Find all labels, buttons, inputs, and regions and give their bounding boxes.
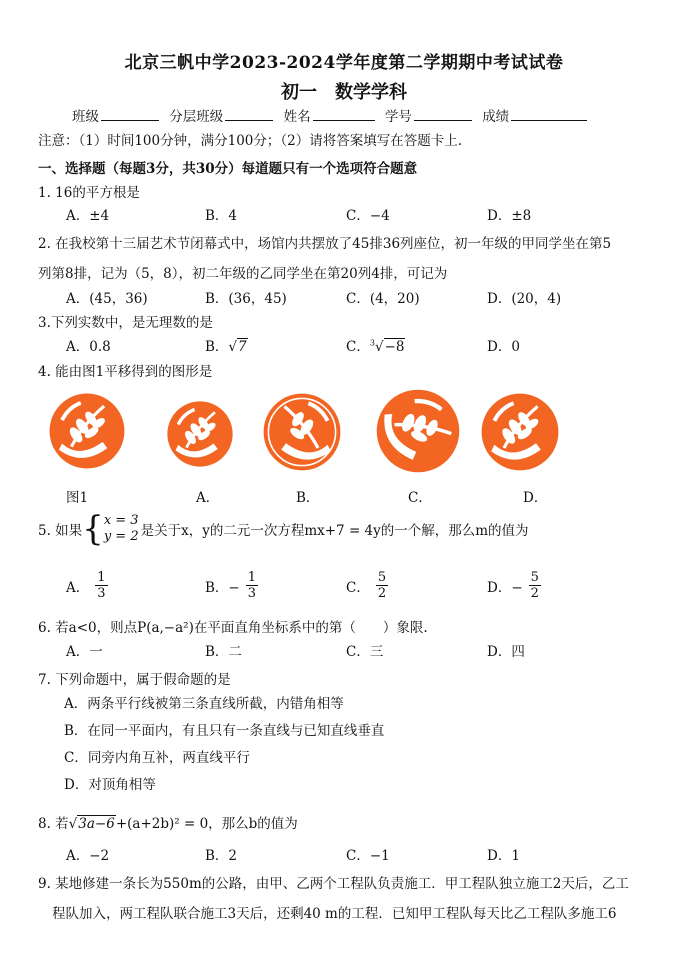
sqrt-sign: √ — [68, 816, 78, 832]
q1-option-b: B．4 — [205, 208, 238, 224]
option-d-wheat-logo — [480, 392, 560, 472]
q4-label-c: C． — [408, 490, 432, 506]
q6-option-c: C．三 — [346, 644, 384, 660]
field-student-id-blank[interactable] — [414, 106, 472, 121]
denominator: 2 — [530, 586, 539, 601]
q2-option-c: C．(4，20) — [346, 291, 420, 307]
q5-option-b-fraction — [246, 570, 258, 601]
q5-option-c — [346, 570, 388, 601]
equation-system — [104, 513, 139, 545]
q1-stem: 1. 16的平方根是 — [38, 185, 140, 201]
q8-rest: +(a+2b)² = 0，那么b的值为 — [115, 816, 298, 832]
q2-line1: 2. 在我校第十三届艺术节闭幕式中，场馆内共摆放了45排36列座位，初一年级的甲同学坐在第5 — [38, 236, 612, 252]
q5-pre: 5. 如果 — [38, 523, 83, 539]
q2-option-b: B．(36，45) — [205, 291, 287, 307]
q9-line2: 程队加入，两工程队联合施工3天后，还剩40 m的工程．已知甲工程队每天比乙工程队多施工6 — [52, 906, 617, 922]
field-score: 成绩 — [482, 109, 510, 125]
q8-radicand: 3a−6 — [78, 816, 115, 832]
numerator: 5 — [377, 570, 387, 585]
q5-option-d-label: D．− — [487, 579, 523, 596]
q6-option-b: B．二 — [205, 644, 242, 660]
q5-option-d-fraction — [529, 570, 541, 601]
q4-label-d: D． — [523, 490, 548, 506]
q3-option-c-radicand: −8 — [384, 339, 405, 355]
q3-option-c-label: C． — [346, 339, 370, 355]
q7-option-c: C．同旁内角互补，两直线平行 — [64, 750, 250, 766]
numerator: 1 — [247, 570, 257, 585]
numerator: 5 — [530, 570, 539, 585]
q8-pre: 8. 若 — [38, 816, 69, 832]
q3-option-b-label: B． — [205, 339, 229, 355]
numerator: 1 — [97, 570, 106, 585]
q3-option-a-label: A．0. — [66, 339, 103, 355]
q2-option-d: D．(20，4) — [487, 291, 562, 307]
q7-option-d: D．对顶角相等 — [64, 777, 156, 793]
q5-option-d — [487, 570, 541, 601]
q7-option-b: B．在同一平面内，有且只有一条直线与已知直线垂直 — [64, 723, 385, 739]
field-name-blank[interactable] — [313, 106, 375, 121]
field-student-id: 学号 — [384, 109, 412, 125]
sqrt-sign: √ — [228, 339, 238, 355]
q3-repeating-digit: 8 — [102, 339, 111, 355]
q5-option-b — [205, 570, 258, 601]
q4-label-figure1: 图1 — [66, 490, 89, 506]
q5-option-a — [66, 570, 108, 601]
field-class-blank[interactable] — [101, 106, 159, 121]
q8-option-c: C．−1 — [346, 848, 390, 864]
field-level-class-blank[interactable] — [225, 106, 273, 121]
field-name: 姓名 — [283, 109, 311, 125]
q5-option-c-label: C． — [346, 579, 370, 596]
q7-stem: 7. 下列命题中，属于假命题的是 — [38, 672, 231, 688]
brace-symbol: { — [82, 509, 104, 549]
q8-option-a: A．−2 — [66, 848, 110, 864]
field-level-class: 分层班级 — [169, 109, 224, 125]
q7-option-a: A．两条平行线被第三条直线所截，内错角相等 — [64, 696, 344, 712]
q6-option-d: D．四 — [487, 644, 525, 660]
q3-stem: 3.下列实数中，是无理数的是 — [38, 315, 213, 331]
exam-subtitle: 初一 数学学科 — [281, 82, 407, 103]
q8-option-d: D．1 — [487, 848, 520, 864]
q5-post: 是关于x，y的二元一次方程mx+7 = 4y的一个解，那么m的值为 — [140, 523, 529, 539]
denominator: 3 — [97, 586, 106, 601]
q5-stem — [38, 509, 529, 549]
q2-option-a: A．(45，36) — [66, 291, 148, 307]
q1-option-a: A．±4 — [66, 208, 110, 224]
section-heading: 一、选择题（每题3分，共30分）每道题只有一个选项符合题意 — [38, 161, 418, 177]
field-class: 班级 — [72, 109, 99, 125]
q3-option-b — [205, 335, 248, 355]
q4-label-b: B． — [296, 490, 320, 506]
exam-title: 北京三帆中学2023-2024学年度第二学期期中考试试卷 — [124, 53, 564, 73]
q6-stem: 6. 若a<0，则点P(a,−a²)在平面直角坐标系中的第（ ）象限. — [38, 620, 428, 636]
denominator: 2 — [377, 586, 387, 601]
q3-option-c — [346, 335, 405, 355]
option-c-wheat-logo — [375, 388, 461, 474]
q2-line2: 列第8排，记为（5，8），初二年级的乙同学坐在第20列4排，可记为 — [38, 266, 448, 282]
system-eq2: y = 2 — [103, 529, 139, 544]
field-score-blank[interactable] — [511, 106, 587, 121]
q5-option-a-label: A． — [66, 579, 90, 596]
option-a-wheat-logo — [166, 400, 234, 468]
q1-option-d: D．±8 — [487, 208, 532, 224]
notice: 注意：（1）时间100分钟，满分100分；（2）请将答案填写在答题卡上. — [38, 133, 463, 149]
cube-root-index: 3 — [369, 338, 375, 348]
q4-label-a: A． — [196, 490, 220, 506]
q6-option-a: A．一 — [66, 644, 103, 660]
system-eq1: x = 3 — [103, 513, 139, 528]
q3-option-a — [66, 335, 111, 355]
q9-line1: 9. 某地修建一条长为550m的公路，由甲、乙两个工程队负责施工．甲工程队独立施工2天后，乙工 — [38, 876, 629, 892]
q5-option-c-fraction — [376, 570, 388, 601]
q3-option-b-radicand: 7 — [238, 339, 247, 355]
q8-stem — [38, 812, 298, 832]
figure-1-wheat-logo — [48, 392, 126, 470]
cube-root-sign: √ — [374, 339, 384, 355]
q1-option-c: C．−4 — [346, 208, 390, 224]
q3-option-d: D．0 — [487, 339, 520, 355]
q4-stem: 4. 能由图1平移得到的图形是 — [38, 364, 213, 380]
q8-option-b: B．2 — [205, 848, 238, 864]
option-b-wheat-logo — [262, 392, 342, 472]
q5-option-a-fraction — [95, 570, 107, 601]
denominator: 3 — [247, 586, 257, 601]
info-fields — [72, 105, 593, 125]
q5-option-b-label: B．− — [205, 579, 240, 596]
